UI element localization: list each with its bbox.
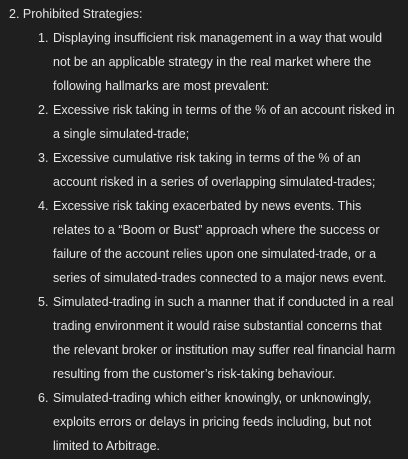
section-heading: 2. Prohibited Strategies:	[9, 7, 143, 21]
list-item-text: Simulated-trading in such a manner that if conducted in a real trading environment it would raise substantial concerns that the relevant broker or institution may suffer real financial harm resulting from the customer’s risk-taking behaviour.	[53, 295, 396, 381]
list-item-text: Excessive risk taking in terms of the % of an account risked in a single simulated-trade;	[53, 103, 395, 141]
list-item-number: 5.	[38, 295, 49, 309]
list-item-text: Excessive risk taking exacerbated by news events. This relates to a “Boom or Bust” approach where the success or failure of the account relies upon one simulated-trade, or a series of simulated-trades connected to a major news event.	[53, 199, 387, 285]
list-item	[0, 386, 408, 458]
list-item-number: 6.	[38, 391, 49, 405]
list-item-number: 2.	[38, 103, 49, 117]
strategy-list	[0, 26, 408, 458]
list-item	[0, 194, 408, 290]
list-item	[0, 26, 408, 98]
list-item-text: Displaying insufficient risk management in a way that would not be an applicable strategy in the real market where the following hallmarks are most prevalent:	[53, 31, 383, 93]
list-item-number: 4.	[38, 199, 49, 213]
prohibited-strategies-section	[0, 2, 408, 458]
list-item-text: Simulated-trading which either knowingly, or unknowingly, exploits errors or delays in pricing feeds including, but not limited to Arbitrage.	[53, 391, 372, 453]
list-item-number: 3.	[38, 151, 49, 165]
list-item-number: 1.	[38, 31, 49, 45]
list-item	[0, 146, 408, 194]
list-item	[0, 98, 408, 146]
list-item	[0, 290, 408, 386]
list-item-text: Excessive cumulative risk taking in terms of the % of an account risked in a series of overlapping simulated-trades;	[53, 151, 376, 189]
